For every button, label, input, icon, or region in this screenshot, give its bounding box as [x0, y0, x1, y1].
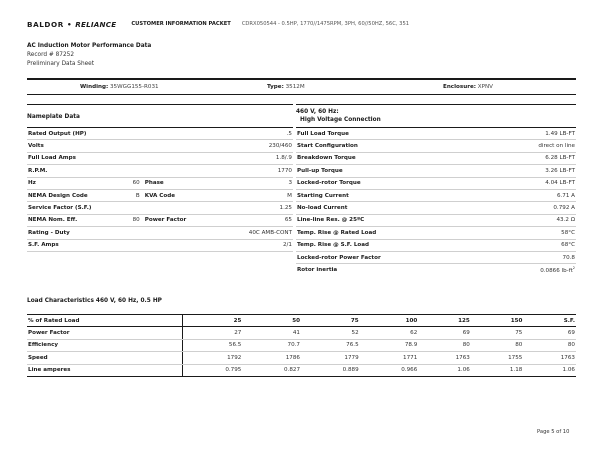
row-value-2: M — [226, 189, 293, 201]
cell: 76.5 — [301, 339, 360, 351]
table-row — [296, 251, 576, 263]
row-label-2: Power Factor — [141, 214, 226, 226]
table-row — [27, 152, 293, 164]
cell: 69 — [418, 327, 471, 339]
load-characteristics-title: Load Characteristics 460 V, 60 Hz, 0.5 HP — [27, 298, 162, 304]
cell: 80 — [471, 339, 524, 351]
row-value: 43.2 Ω — [489, 214, 576, 226]
row-value: 0.792 A — [489, 202, 576, 214]
row-label: Pull-up Torque — [296, 165, 489, 177]
high-voltage-section — [296, 104, 576, 276]
table-row — [27, 165, 293, 177]
high-voltage-heading — [296, 104, 576, 127]
row-value: B — [119, 189, 141, 201]
row-value — [489, 264, 576, 276]
nameplate-section — [27, 104, 293, 252]
cell: 80 — [418, 339, 471, 351]
row-label: Breakdown Torque — [296, 152, 489, 164]
cell: 41 — [242, 327, 301, 339]
cell: 1792 — [182, 352, 242, 364]
column-header: 50 — [242, 315, 301, 327]
cell: 1.06 — [562, 367, 575, 374]
header-label: % of Rated Load — [27, 315, 182, 327]
table-row — [27, 227, 293, 239]
column-header: 25 — [182, 315, 242, 327]
table-row — [296, 140, 576, 152]
row-label: Full Load Amps — [27, 152, 226, 164]
cell: 0.889 — [342, 367, 359, 374]
row-label: Locked-rotor Power Factor — [296, 251, 489, 263]
row-label: Rotor inertia — [297, 267, 338, 274]
type-value: 3512M — [285, 84, 305, 90]
column-header: 100 — [360, 315, 419, 327]
row-value: 6.71 A — [489, 189, 576, 201]
column-header: S.F. — [523, 315, 576, 327]
cell: 70.7 — [242, 339, 301, 351]
row-label: Rated Output (HP) — [27, 128, 226, 140]
row-label: Speed — [27, 352, 182, 364]
high-voltage-heading-line2: High Voltage Connection — [300, 117, 381, 123]
row-label: Volts — [27, 140, 226, 152]
row-label: Start Configuration — [296, 140, 489, 152]
row-label: Rating - Duty — [27, 227, 226, 239]
cell: 62 — [360, 327, 419, 339]
row-label: Hz — [27, 177, 119, 189]
squared-superscript: 2 — [572, 266, 575, 271]
table-row — [27, 364, 576, 376]
table-row — [296, 264, 576, 276]
cell: 69 — [523, 327, 576, 339]
sheet-status: Preliminary Data Sheet — [27, 61, 95, 67]
row-label: NEMA Nom. Eff. — [27, 214, 119, 226]
table-header-row — [27, 315, 576, 327]
column-header: 75 — [301, 315, 360, 327]
table-row — [296, 239, 576, 251]
winding-type-enclosure-bar — [27, 78, 576, 95]
row-label: R.P.M. — [27, 165, 226, 177]
enclosure-info — [443, 84, 493, 90]
row-value: 60 — [119, 177, 141, 189]
nameplate-table — [27, 127, 293, 252]
winding-label: Winding: — [80, 84, 109, 90]
enclosure-value: XPNV — [477, 84, 493, 90]
table-row — [296, 177, 576, 189]
cell: 1763 — [523, 352, 576, 364]
high-voltage-table — [296, 127, 576, 276]
table-row — [27, 352, 576, 364]
page-header — [27, 18, 409, 30]
row-value: 40C AMB-CONT — [226, 227, 293, 239]
high-voltage-heading-line1: 460 V, 60 Hz: — [296, 109, 339, 115]
table-row — [27, 339, 576, 351]
table-row — [296, 165, 576, 177]
table-row — [27, 239, 293, 251]
row-value: 3.26 LB-FT — [489, 165, 576, 177]
nameplate-heading: Nameplate Data — [27, 104, 293, 127]
table-row — [296, 128, 576, 140]
logo-separator: • — [66, 19, 73, 29]
cell: 1771 — [360, 352, 419, 364]
row-value: 230/460 — [226, 140, 293, 152]
table-row — [27, 202, 293, 214]
logo-reliance: RELIANCE — [75, 19, 117, 29]
cell: 78.9 — [360, 339, 419, 351]
row-label: Service Factor (S.F.) — [27, 202, 226, 214]
cell: 0.827 — [283, 367, 300, 374]
table-row — [27, 189, 293, 201]
row-value: 70.8 — [489, 251, 576, 263]
table-row — [27, 214, 293, 226]
winding-info — [80, 84, 159, 90]
page-number: Page 5 of 10 — [537, 429, 570, 435]
table-row — [27, 177, 293, 189]
row-label-2: Phase — [141, 177, 226, 189]
row-label-2: KVA Code — [141, 189, 226, 201]
logo-baldor: BALDOR — [27, 19, 64, 29]
cell: 1763 — [418, 352, 471, 364]
cell: 1755 — [471, 352, 524, 364]
table-row — [27, 140, 293, 152]
title-block — [27, 42, 151, 69]
row-value: 68°C — [489, 239, 576, 251]
load-characteristics-table — [27, 314, 576, 377]
cell: 56.5 — [182, 339, 242, 351]
cell: 52 — [301, 327, 360, 339]
model-description: CDRX050544 - 0.5HP, 1770//1475RPM, 3PH, 60//50HZ, 56C, 351 — [241, 21, 410, 27]
row-label: Line-line Res. @ 25ºC — [296, 214, 489, 226]
baldor-reliance-logo — [27, 20, 116, 29]
document-title: AC Induction Motor Performance Data — [27, 43, 152, 49]
row-value: 80 — [119, 214, 141, 226]
row-label: S.F. Amps — [27, 239, 226, 251]
row-label: Locked-rotor Torque — [296, 177, 489, 189]
row-label: Full Load Torque — [296, 128, 489, 140]
cell: 0.795 — [225, 367, 242, 374]
cell: 1786 — [242, 352, 301, 364]
winding-value: 35WGG155-R031 — [110, 84, 159, 90]
cell: 1779 — [301, 352, 360, 364]
packet-title: CUSTOMER INFORMATION PACKET — [131, 21, 231, 27]
table-row — [296, 227, 576, 239]
row-label: Line amperes — [27, 364, 182, 376]
table-row — [27, 327, 576, 339]
row-label: Starting Current — [296, 189, 489, 201]
row-label: Temp. Rise @ S.F. Load — [296, 239, 489, 251]
enclosure-label: Enclosure: — [443, 84, 476, 90]
record-number: Record # 87252 — [27, 52, 75, 58]
row-value: 6.28 LB-FT — [489, 152, 576, 164]
cell: 1.06 — [457, 367, 470, 374]
row-value-2: 3 — [226, 177, 293, 189]
row-label: Temp. Rise @ Rated Load — [296, 227, 489, 239]
row-value: 2/1 — [226, 239, 293, 251]
row-value: 4.04 LB-FT — [489, 177, 576, 189]
row-label: NEMA Design Code — [27, 189, 119, 201]
row-label: Efficiency — [27, 339, 182, 351]
cell: 27 — [182, 327, 242, 339]
type-label: Type: — [267, 84, 284, 90]
cell: 80 — [523, 339, 576, 351]
row-value: .5 — [226, 128, 293, 140]
cell: 75 — [471, 327, 524, 339]
row-value: 1770 — [226, 165, 293, 177]
type-info — [267, 84, 305, 90]
row-value-2: 65 — [226, 214, 293, 226]
column-header: 125 — [418, 315, 471, 327]
row-label: Power Factor — [27, 327, 182, 339]
table-row — [296, 202, 576, 214]
row-value: 1.8/.9 — [226, 152, 293, 164]
table-row — [27, 128, 293, 140]
cell: 1.18 — [509, 367, 523, 374]
row-value: 1.49 LB-FT — [489, 128, 576, 140]
column-header: 150 — [471, 315, 524, 327]
row-value: direct on line — [489, 140, 576, 152]
cell: 0.966 — [401, 367, 418, 374]
rotor-inertia-value: 0.0866 lb-ft — [540, 268, 573, 275]
row-value: 58°C — [489, 227, 576, 239]
table-row — [296, 214, 576, 226]
table-row — [296, 189, 576, 201]
table-row — [296, 152, 576, 164]
row-value: 1.25 — [226, 202, 293, 214]
row-label: No-load Current — [296, 202, 489, 214]
